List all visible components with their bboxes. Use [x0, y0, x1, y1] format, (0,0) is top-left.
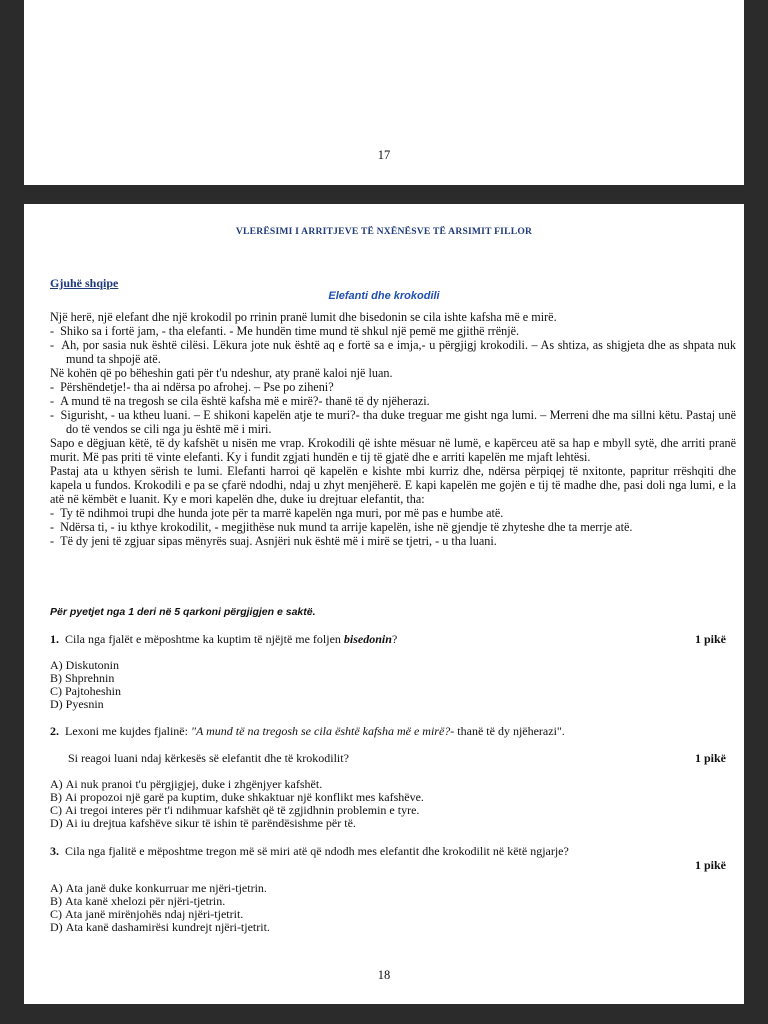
question-points: 1 pikë [694, 858, 726, 872]
question-text: Cila nga fjalitë e mëposhtme tregon më së miri atë që ndodh mes elefantit dhe krokodilit në këtë ngjarje? [65, 844, 569, 858]
current-page [24, 204, 744, 1004]
question-text-end: - thanë të dy njëherazi". [450, 724, 565, 738]
previous-page [24, 0, 744, 185]
story-paragraph: - Sigurisht, - ua ktheu luani. – E shikoni kapelën atje te muri?- tha duke treguar me gisht nga lumi. – Merreni dhe ma sillni këtu. Pastaj unë do të vendos se cili nga ju është më i miri. [50, 408, 736, 436]
story-paragraph: - Shiko sa i fortë jam, - tha elefanti. - Me hundën time mund të shkul një pemë me gjithë rrënjë. [50, 324, 520, 338]
story-paragraph: - Përshëndetje!- tha ai ndërsa po afrohej. – Pse po ziheni? [50, 380, 334, 394]
story-paragraph: - A mund të na tregosh se cila është kafsha më e mirë?- thanë të dy njëherazi. [50, 394, 430, 408]
story-paragraph: Në kohën që po bëheshin gati për t'u ndeshur, aty pranë kaloi një luan. [50, 366, 393, 380]
answer-option[interactable]: D) Pyesnin [50, 697, 104, 711]
answer-option[interactable]: A) Diskutonin [50, 658, 119, 672]
question-quote: "A mund të na tregosh se cila është kafsha më e mirë? [190, 724, 451, 738]
story-paragraph: Pastaj ata u kthyen sërish te lumi. Elefanti harroi që kapelën e kishte mbi kurriz dhe, ndërsa përpiqej të nxitonte, papritur rrëshqiti dhe kapela u fundos. Krokodili e pa se çfarë ndodhi, ndaj u zhyt menjëherë. E kapi kapelën me gojën e tij të madhe dhe, pasi doli nga lumi, e la atë në këmbët e luanit. Ky e mori kapelën dhe, duke iu drejtuar elefantit, tha: [50, 464, 736, 506]
page-number: 18 [377, 968, 391, 982]
story-paragraph: - Ndërsa ti, - iu kthye krokodilit, - megjithëse nuk mund ta arrije kapelën, ishe në gjendje të zhyteshe dhe ta merrje atë. [50, 520, 633, 534]
question-keyword: bisedonin [343, 632, 392, 646]
question-3 [50, 844, 726, 872]
question-1 [50, 632, 726, 646]
question-3-options [50, 882, 270, 934]
question-points: 1 pikë [694, 632, 726, 646]
question-number: 3. [50, 844, 59, 858]
story-paragraph: Sapo e dëgjuan këtë, të dy kafshët u nisën me vrap. Krokodili që ishte mësuar në lumë, e kapërceu atë sa hap e mbyll sytë, dhe arriti pranë murit. Më pas priti të vinte elefanti. Ky i fundit zgjati hundën e tij të gjatë dhe e arriti kapelën me mjaft lehtësi. [50, 436, 736, 464]
question-2-options [50, 778, 424, 830]
page-number: 17 [377, 148, 391, 162]
story-text [50, 310, 736, 548]
question-2-sub [68, 751, 726, 765]
question-text: Cila nga fjalët e mëposhtme ka kuptim të njëjtë me foljen [65, 632, 344, 646]
story-paragraph: - Të dy jeni të zgjuar sipas mënyrës suaj. Asnjëri nuk është më i mirë se tjetri, - u tha luani. [50, 534, 497, 548]
answer-option[interactable]: C) Pajtoheshin [50, 684, 121, 698]
answer-option[interactable]: B) Ai propozoi një garë pa kuptim, duke shkaktuar një konflikt mes kafshëve. [50, 790, 424, 804]
answer-option[interactable]: D) Ata kanë dashamirësi kundrejt njëri-tjetrit. [50, 920, 270, 934]
story-paragraph: - Ah, por sasia nuk është cilësi. Lëkura jote nuk është aq e fortë sa e imja,- u përgjigj krokodili. – As shtiza, as shigjeta dhe as shpata nuk mund ta shpojë atë. [50, 338, 736, 366]
answer-option[interactable]: B) Ata kanë xhelozi për njëri-tjetrin. [50, 894, 226, 908]
story-title: Elefanti dhe krokodili [328, 290, 440, 302]
answer-option[interactable]: C) Ata janë mirënjohës ndaj njëri-tjetrit. [50, 907, 244, 921]
instructions: Për pyetjet nga 1 deri në 5 qarkoni përgjigjen e saktë. [50, 606, 316, 618]
answer-option[interactable]: B) Shprehnin [50, 671, 115, 685]
question-points: 1 pikë [694, 751, 726, 765]
question-number: 1. [50, 632, 59, 646]
story-paragraph: - Ty të ndihmoi trupi dhe hunda jote për ta marrë kapelën nga muri, por më pas e humbe atë. [50, 506, 504, 520]
story-paragraph: Një herë, një elefant dhe një krokodil po rrinin pranë lumit dhe bisedonin se cila ishte kafsha më e mirë. [50, 310, 557, 324]
answer-option[interactable]: A) Ata janë duke konkurruar me njëri-tjetrin. [50, 881, 267, 895]
question-text-end: ? [391, 632, 398, 646]
question-1-options [50, 659, 121, 711]
question-number: 2. [50, 724, 59, 738]
answer-option[interactable]: C) Ai tregoi interes për t'i ndihmuar kafshët që të zgjidhnin problemin e tyre. [50, 803, 420, 817]
subject-title: Gjuhë shqipe [50, 276, 119, 290]
question-text: Lexoni me kujdes fjalinë: [65, 724, 191, 738]
page-header: VLERËSIMI I ARRITJEVE TË NXËNËSVE TË ARSIMIT FILLOR [235, 226, 533, 237]
question-2 [50, 724, 726, 738]
answer-option[interactable]: A) Ai nuk pranoi t'u përgjigjej, duke i zhgënjyer kafshët. [50, 777, 323, 791]
answer-option[interactable]: D) Ai iu drejtua kafshëve sikur të ishin të parëndësishme për të. [50, 816, 356, 830]
question-subtext: Si reagoi luani ndaj kërkesës së elefantit dhe të krokodilit? [68, 751, 349, 765]
